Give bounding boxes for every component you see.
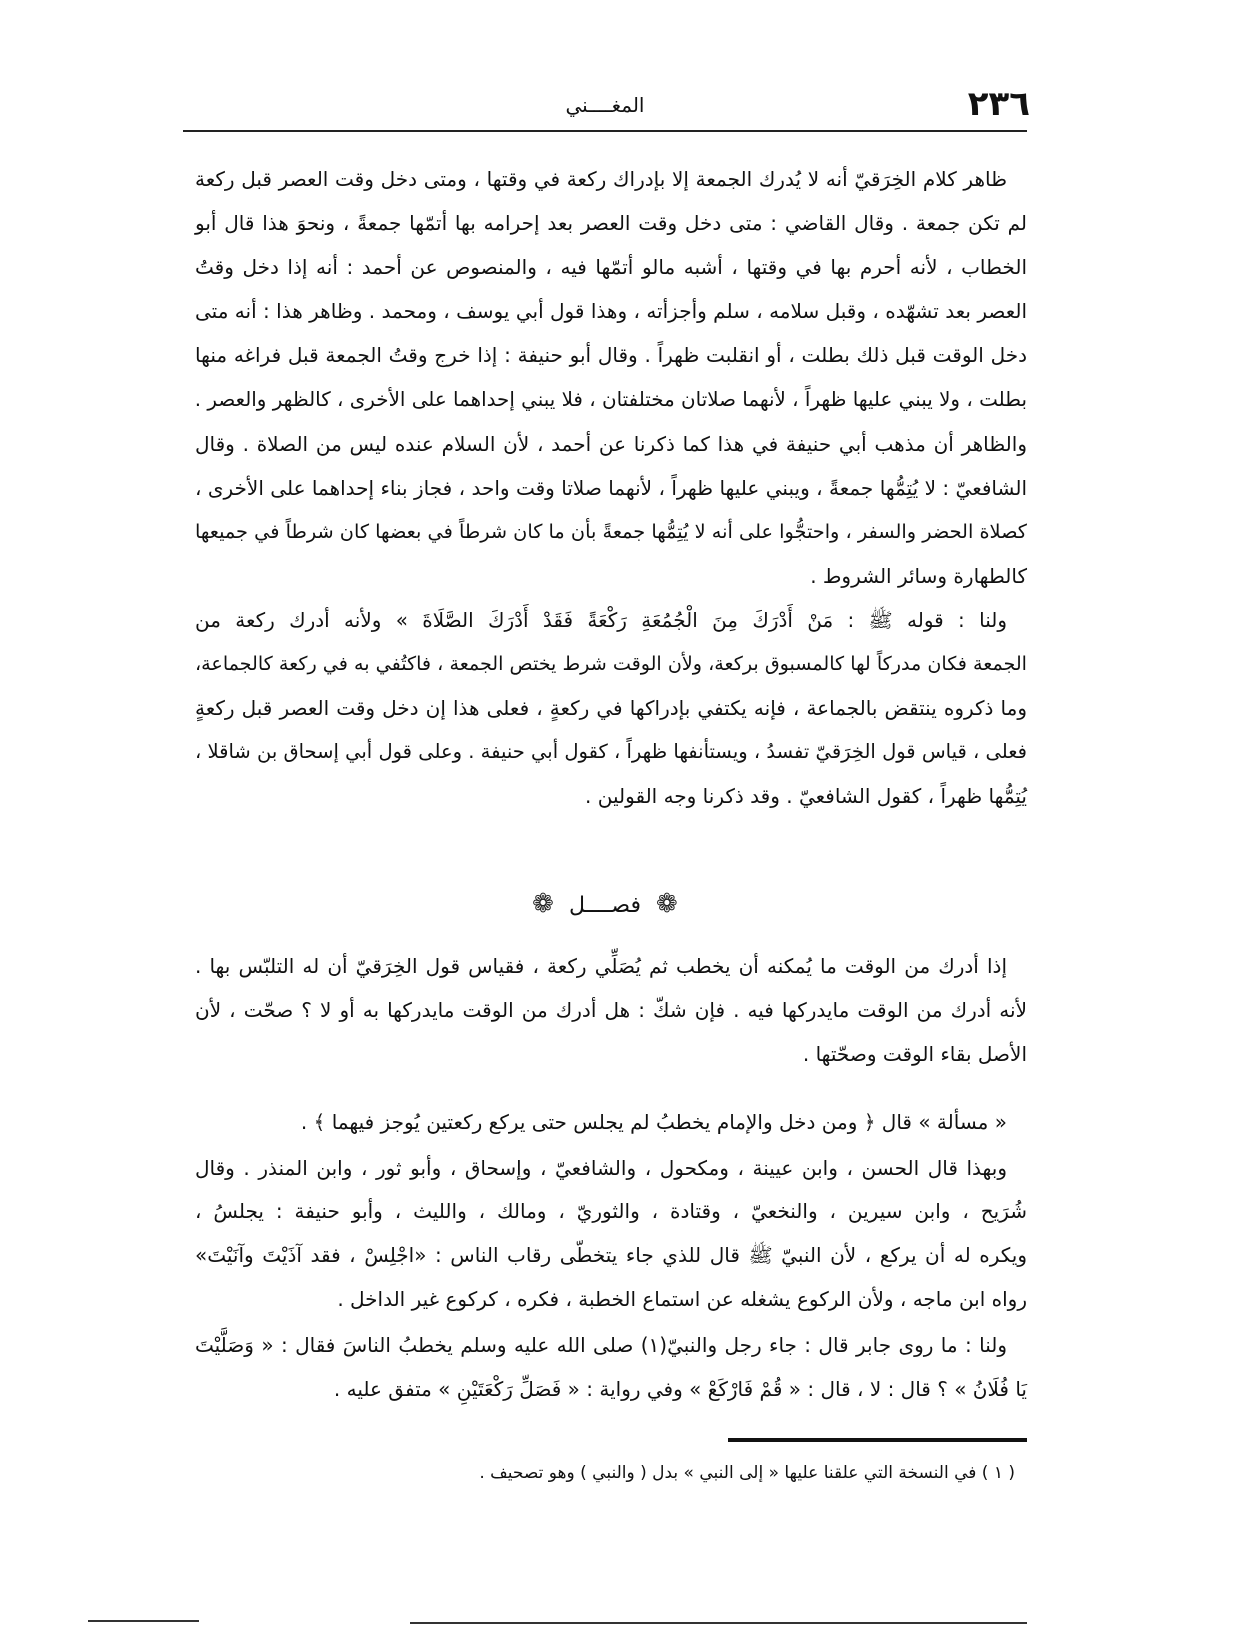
- text-line: ولنا : ما روى جابر قال : جاء رجل والنبيّ(١) صلى الله عليه وسلم يخطبُ الناسَ فقال : « وَصَلَّيْتَ: [195, 1333, 1007, 1357]
- text-line: ولنا : قوله ﷺ : مَنْ أَدْرَكَ مِنَ الْجُمُعَةِ رَكْعَةً فَقَدْ أَدْرَكَ الصَّلَاةَ » ولأنه أدرك ركعة من: [195, 608, 1007, 632]
- text-line: وبهذا قال الحسن ، وابن عيينة ، ومكحول ، والشافعيّ ، وإسحاق ، وأبو ثور ، وابن المنذر . وقال: [195, 1156, 1007, 1180]
- text-line: لأنه أدرك من الوقت مايدركها فيه . فإن شكّ : هل أدرك من الوقت مايدركها به أو لا ؟ صحّت ، لأن: [195, 998, 1027, 1022]
- text-line: شُرَيح ، وابن سيرين ، والنخعيّ ، وقتادة ، والثوريّ ، ومالك ، والليث ، وأبو حنيفة : يجلسُ ،: [195, 1199, 1027, 1223]
- text-line: الشافعيّ : لا يُتِمُّها جمعةً ، ويبني عليها ظهراً ، لأنهما صلاتا وقت واحد ، فجاز بناء إحداهما على الأخرى ،: [195, 475, 1027, 500]
- text-line: الخطاب ، لأنه أحرم بها في وقتها ، أشبه مالو أتمّها فيه ، والمنصوص عن أحمد : أنه إذا دخل وقتُ: [195, 255, 1027, 280]
- bottom-rule-right: [410, 1622, 1027, 1624]
- section-heading-label: فصــــل: [568, 893, 642, 918]
- footnote: ( ١ ) في النسخة التي علقنا عليها « إلى النبي » بدل ( والنبي ) وهو تصحيف .: [479, 1463, 1015, 1483]
- ornament-right-icon: ❁: [656, 889, 678, 919]
- page-number: ٢٣٦: [967, 84, 1030, 124]
- section-heading: [455, 884, 755, 926]
- header-rule: [183, 130, 1027, 132]
- text-line: « مسألة » قال ﴿ ومن دخل والإمام يخطبُ لم يجلس حتى يركع ركعتين يُوجز فيهما ﴾ .: [300, 1110, 1007, 1134]
- text-line: والظاهر أن مذهب أبي حنيفة في هذا كما ذكرنا عن أحمد ، لأن السلام عنده ليس من الصلاة . وقال: [195, 431, 1027, 456]
- text-line: بطلت ، ولا يبني عليها ظهراً ، لأنهما صلاتان مختلفتان ، فلا يبني إحداهما على الأخرى ، كالظهر والعصر .: [194, 387, 1027, 411]
- text-line: ويكره له أن يركع ، لأن النبيّ ﷺ قال للذي جاء يتخطّى رقاب الناس : «اجْلِسْ ، فقد آذَيْتَ وآنَيْتَ»: [195, 1243, 1027, 1267]
- text-line: كصلاة الحضر والسفر ، واحتجُّوا على أنه لا يُتِمُّها جمعةً بأن ما كان شرطاً في بعضها كان شرطاً في جميعها: [195, 519, 1027, 543]
- ornament-left-icon: ❁: [532, 889, 554, 919]
- text-line: الجمعة فكان مدركاً لها كالمسبوق بركعة، ولأن الوقت شرط يختص الجمعة ، فاكتُفي به في ركعة كالجماعة،: [195, 652, 1027, 676]
- text-line: الأصل بقاء الوقت وصحّتها .: [802, 1042, 1027, 1066]
- text-line: كالطهارة وسائر الشروط .: [810, 563, 1027, 588]
- text-line: دخل الوقت قبل ذلك بطلت ، أو انقلبت ظهراً . وقال أبو حنيفة : إذا خرج وقتُ الجمعة قبل فراغه منها: [195, 343, 1027, 368]
- bottom-rule-left: [88, 1620, 199, 1622]
- text-line: ظاهر كلام الخِرَقيّ أنه لا يُدرك الجمعة إلا بإدراك ركعة في وقتها ، ومتى دخل وقت العصر قبل ركعة: [195, 167, 1007, 191]
- running-title: المغــــني: [565, 93, 645, 117]
- footnote-rule: [728, 1438, 1027, 1442]
- text-line: فعلى ، قياس قول الخِرَقيّ تفسدُ ، ويستأنفها ظهراً ، كقول أبي حنيفة . وعلى قول أبي إسحاق بن شاقلا ،: [195, 740, 1027, 764]
- text-line: العصر بعد تشهّده ، وقبل سلامه ، سلم وأجزأته ، وهذا قول أبي يوسف ، ومحمد . وظاهر هذا : أنه متى: [195, 299, 1027, 324]
- text-line: وما ذكروه ينتقض بالجماعة ، فإنه يكتفي بإدراكها في ركعةٍ ، فعلى هذا إن دخل وقت العصر قبل ركعةٍ: [195, 696, 1027, 721]
- text-line: يَا فُلَانُ » ؟ قال : لا ، قال : « قُمْ فَارْكَعْ » وفي رواية : « فَصَلِّ رَكْعَتَيْنِ » متفق عليه .: [333, 1377, 1027, 1401]
- text-line: لم تكن جمعة . وقال القاضي : متى دخل وقت العصر بعد إحرامه بها أتمّها جمعةً ، ونحوَ هذا قال أبو: [195, 211, 1027, 236]
- text-line: يُتِمُّها ظهراً ، كقول الشافعيّ . وقد ذكرنا وجه القولين .: [585, 784, 1027, 809]
- text-line: رواه ابن ماجه ، ولأن الركوع يشغله عن استماع الخطبة ، فكره ، كركوع غير الداخل .: [337, 1287, 1027, 1311]
- text-line: إذا أدرك من الوقت ما يُمكنه أن يخطب ثم يُصَلِّي ركعة ، فقياس قول الخِرَقيّ أن له التلبّس بها .: [195, 954, 1007, 978]
